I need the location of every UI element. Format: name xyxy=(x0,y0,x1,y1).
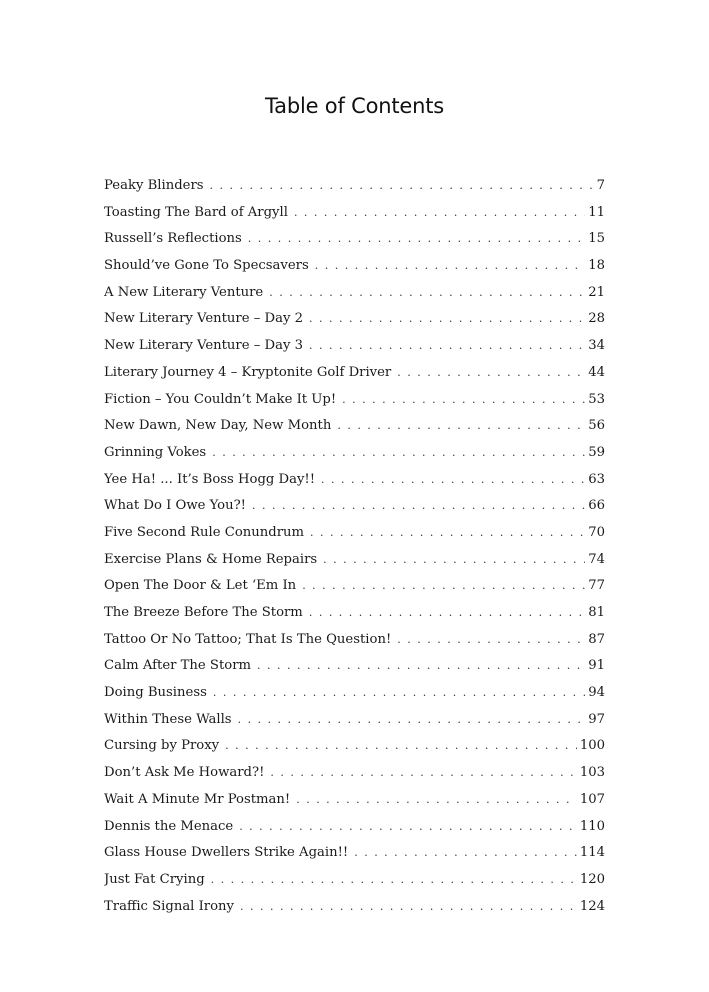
dot-leader xyxy=(252,496,585,516)
dot-leader xyxy=(310,523,585,543)
toc-entry-page: 7 xyxy=(596,178,605,193)
toc-entry[interactable] xyxy=(104,843,605,870)
toc-entry-title: Grinning Vokes xyxy=(104,444,207,460)
toc-entry-page: 120 xyxy=(579,871,605,887)
toc-entry[interactable] xyxy=(104,176,605,203)
toc-entry-page: 124 xyxy=(579,898,605,914)
dot-leader xyxy=(309,336,585,356)
toc-entry[interactable] xyxy=(104,683,605,710)
toc-entry-page: 56 xyxy=(588,418,605,434)
toc-entry-page: 11 xyxy=(588,204,605,220)
toc-entry-title: Fiction – You Couldn’t Make It Up! xyxy=(104,391,337,407)
toc-entry-title: Open The Door & Let ‘Em In xyxy=(104,578,297,594)
toc-entry[interactable] xyxy=(104,443,605,470)
page-title: Table of Contents xyxy=(265,94,444,119)
toc-entry[interactable] xyxy=(104,363,605,390)
dot-leader xyxy=(354,843,577,863)
dot-leader xyxy=(248,229,585,249)
toc-entry[interactable] xyxy=(104,203,605,230)
toc-entry[interactable] xyxy=(104,630,605,657)
toc-entry-title: New Dawn, New Day, New Month xyxy=(104,418,332,434)
toc-entry[interactable] xyxy=(104,256,605,283)
toc-entry-title: Yee Ha! ... It’s Boss Hogg Day!! xyxy=(104,471,315,487)
toc-entry-title: Wait A Minute Mr Postman! xyxy=(104,791,291,807)
toc-entry-title: Calm After The Storm xyxy=(104,658,252,674)
toc-entry[interactable] xyxy=(104,496,605,523)
toc-entry-title: Dennis the Menace xyxy=(104,818,234,834)
dot-leader xyxy=(269,283,585,303)
toc-entry-page: 77 xyxy=(588,578,605,594)
toc-entry-title: Cursing by Proxy xyxy=(104,738,220,754)
dot-leader xyxy=(211,870,577,890)
toc-entry-page: 97 xyxy=(588,711,605,727)
dot-leader xyxy=(213,683,585,703)
dot-leader xyxy=(294,203,585,223)
toc-entry-page: 91 xyxy=(588,658,605,674)
toc-entry[interactable] xyxy=(104,603,605,630)
toc-entry[interactable] xyxy=(104,309,605,336)
toc-entry-title: Toasting The Bard of Argyll xyxy=(104,204,288,220)
toc-entry[interactable] xyxy=(104,790,605,817)
toc-entry-page: 18 xyxy=(588,258,605,274)
dot-leader xyxy=(238,710,586,730)
toc-entry-title: Just Fat Crying xyxy=(104,871,205,887)
dot-leader xyxy=(302,576,585,596)
toc-entry-page: 74 xyxy=(588,551,605,567)
toc-entry-title: Traffic Signal Irony xyxy=(104,898,234,914)
toc-entry[interactable] xyxy=(104,576,605,603)
toc-entry-title: New Literary Venture – Day 2 xyxy=(104,311,303,327)
toc-entry[interactable] xyxy=(104,710,605,737)
toc-entry-page: 70 xyxy=(588,524,605,540)
dot-leader xyxy=(239,817,577,837)
toc-entry[interactable] xyxy=(104,229,605,256)
toc-entry-title: Peaky Blinders xyxy=(104,178,204,193)
dot-leader xyxy=(296,790,577,810)
toc-entry-title: What Do I Owe You?! xyxy=(104,498,246,514)
toc-entry-page: 63 xyxy=(588,471,605,487)
toc-entry-title: Five Second Rule Conundrum xyxy=(104,524,304,540)
toc-entry-title: Doing Business xyxy=(104,685,207,701)
toc-entry-title: Literary Journey 4 – Kryptonite Golf Driver xyxy=(104,364,392,380)
toc-entry[interactable] xyxy=(104,736,605,763)
toc-entry-page: 66 xyxy=(588,498,605,514)
toc-entry-page: 107 xyxy=(579,791,605,807)
dot-leader xyxy=(309,603,585,623)
toc-entry[interactable] xyxy=(104,416,605,443)
toc-entry[interactable] xyxy=(104,817,605,844)
toc-entry[interactable] xyxy=(104,550,605,577)
toc-entry-title: The Breeze Before The Storm xyxy=(104,605,303,620)
toc-entry[interactable] xyxy=(104,897,605,924)
toc-entry[interactable] xyxy=(104,390,605,417)
toc-entry[interactable] xyxy=(104,470,605,497)
toc-entry-page: 44 xyxy=(588,364,605,380)
dot-leader xyxy=(321,470,585,490)
toc-entry-title: A New Literary Venture xyxy=(104,284,264,300)
dot-leader xyxy=(210,176,594,196)
toc-entry-page: 28 xyxy=(588,311,605,327)
dot-leader xyxy=(342,390,585,410)
toc-entry-page: 21 xyxy=(588,284,605,300)
toc-entry-page: 87 xyxy=(588,631,605,647)
toc-entry[interactable] xyxy=(104,283,605,310)
toc-entry-page: 94 xyxy=(588,685,605,701)
dot-leader xyxy=(309,309,585,329)
toc-entry-page: 53 xyxy=(588,391,605,407)
dot-leader xyxy=(397,363,585,383)
dot-leader xyxy=(323,550,585,570)
toc-entry-page: 59 xyxy=(588,444,605,460)
toc-entry[interactable] xyxy=(104,656,605,683)
toc-entry[interactable] xyxy=(104,870,605,897)
toc-entry[interactable] xyxy=(104,336,605,363)
toc-entry-title: Exercise Plans & Home Repairs xyxy=(104,551,318,567)
toc-entry-title: Russell’s Reflections xyxy=(104,231,242,247)
dot-leader xyxy=(315,256,585,276)
toc-entry-page: 114 xyxy=(579,845,605,861)
toc-entry-title: New Literary Venture – Day 3 xyxy=(104,338,303,354)
dot-leader xyxy=(337,416,585,436)
dot-leader xyxy=(225,736,577,756)
dot-leader xyxy=(257,656,585,676)
toc-entry-page: 103 xyxy=(579,765,605,781)
toc-entry[interactable] xyxy=(104,763,605,790)
table-of-contents xyxy=(104,176,605,923)
dot-leader xyxy=(212,443,585,463)
toc-entry-title: Within These Walls xyxy=(104,711,232,727)
toc-entry-title: Tattoo Or No Tattoo; That Is The Question! xyxy=(104,631,392,647)
toc-entry-page: 15 xyxy=(588,231,605,247)
dot-leader xyxy=(240,897,577,917)
toc-entry-page: 110 xyxy=(579,818,605,834)
toc-entry[interactable] xyxy=(104,523,605,550)
toc-entry-page: 81 xyxy=(588,605,605,620)
toc-entry-title: Don’t Ask Me Howard?! xyxy=(104,765,265,781)
dot-leader xyxy=(397,630,585,650)
toc-entry-title: Should’ve Gone To Specsavers xyxy=(104,258,309,274)
toc-entry-title: Glass House Dwellers Strike Again!! xyxy=(104,845,349,861)
toc-entry-page: 34 xyxy=(588,338,605,354)
dot-leader xyxy=(270,763,576,783)
toc-entry-page: 100 xyxy=(579,738,605,754)
